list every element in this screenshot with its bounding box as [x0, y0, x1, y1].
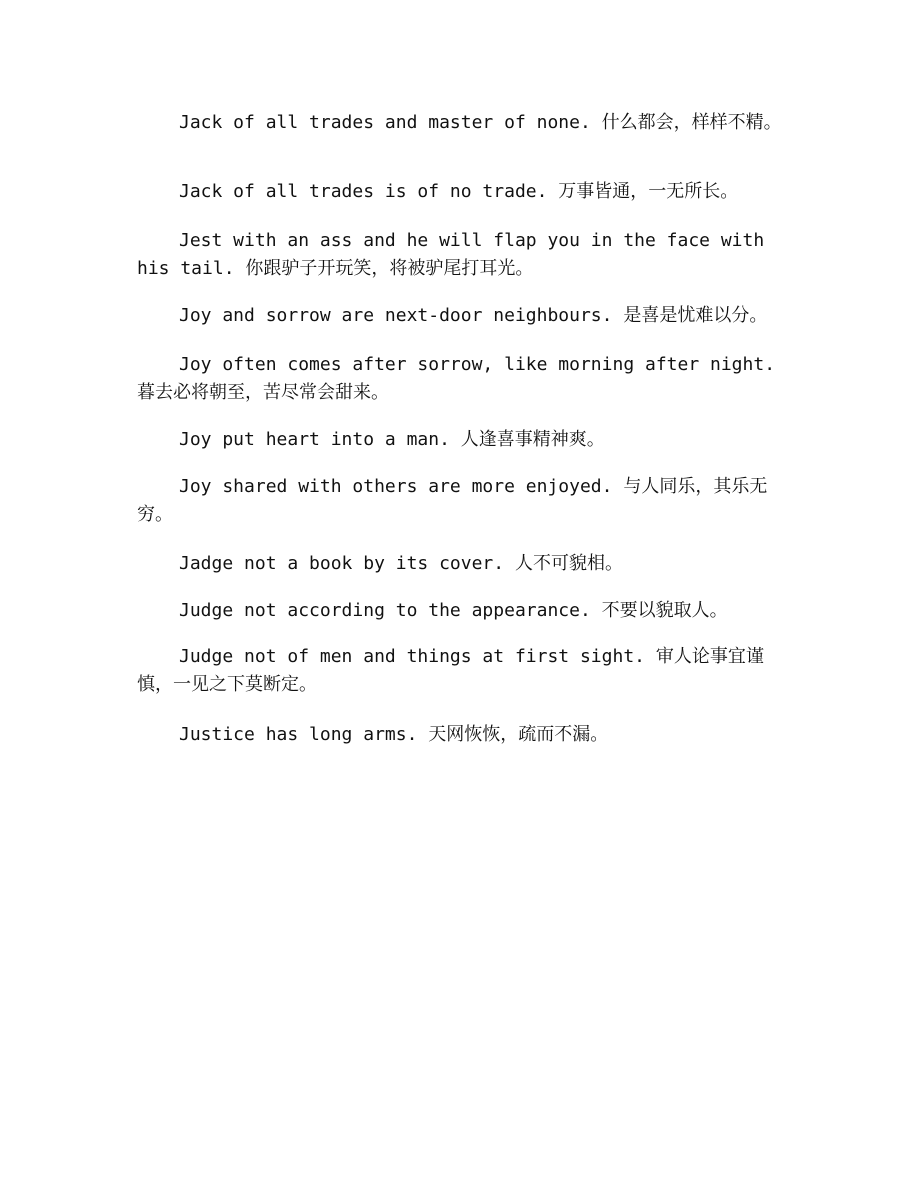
proverb-paragraph: Jest with an ass and he will flap you in the face with his tail. 你跟驴子开玩笑，将被驴尾打耳光。	[137, 230, 765, 279]
proverb-paragraph: Judge not of men and things at first sight. 审人论事宜谨慎，一见之下莫断定。	[137, 646, 764, 695]
proverb-paragraph: Jack of all trades is of no trade. 万事皆通，一无所长。	[179, 181, 739, 202]
proverb-paragraph: Judge not according to the appearance. 不要以貌取人。	[179, 600, 728, 621]
proverb-paragraph: Jadge not a book by its cover. 人不可貌相。	[179, 553, 623, 574]
proverb-paragraph: Joy and sorrow are next-door neighbours. 是喜是忧难以分。	[179, 305, 768, 326]
proverb-paragraph: Justice has long arms. 天网恢恢，疏而不漏。	[179, 724, 609, 745]
proverb-paragraph: Joy put heart into a man. 人逢喜事精神爽。	[179, 429, 605, 450]
proverb-paragraph: Joy shared with others are more enjoyed. 与人同乐，其乐无穷。	[137, 476, 768, 525]
proverb-paragraph: Jack of all trades and master of none. 什么都会，样样不精。	[179, 112, 782, 133]
proverb-paragraph: Joy often comes after sorrow, like morning after night. 暮去必将朝至，苦尽常会甜来。	[137, 354, 776, 403]
